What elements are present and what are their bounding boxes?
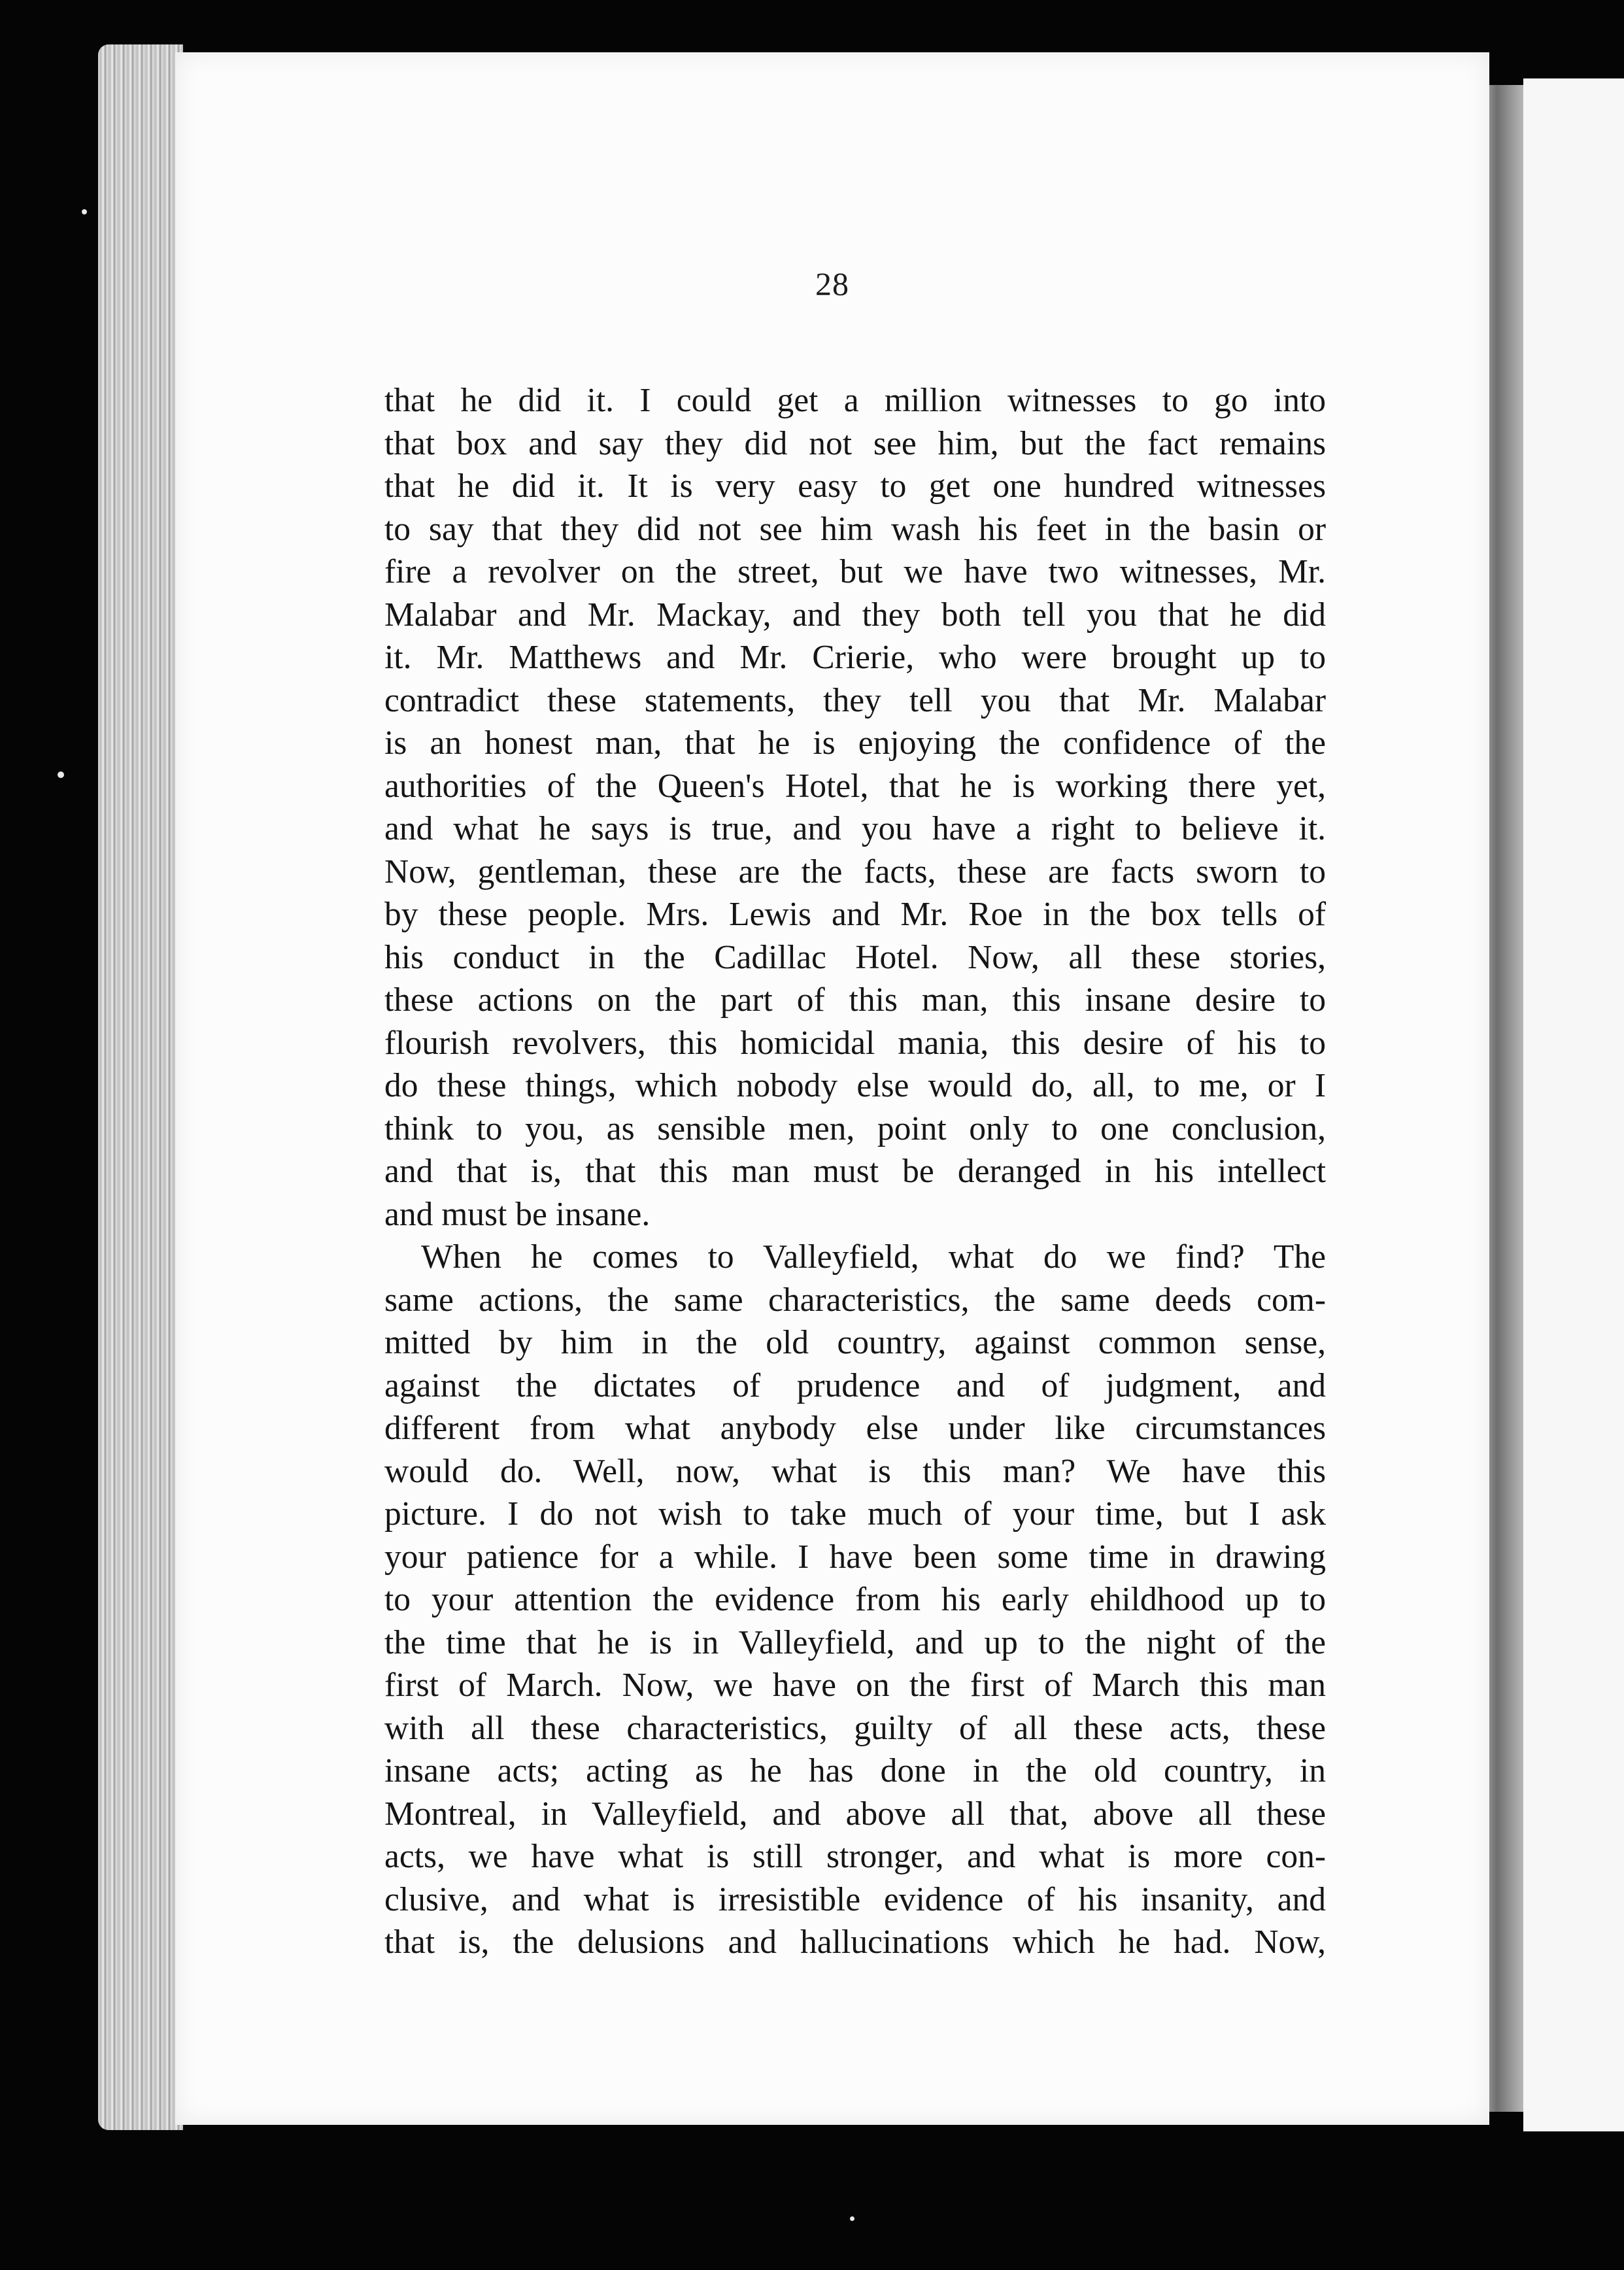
text-line: is an honest man, that he is enjoying the confidence of the — [384, 724, 1326, 762]
text-line: mitted by him in the old country, against common sense, — [384, 1324, 1326, 1361]
text-line: acts, we have what is still stronger, and what is more con- — [384, 1838, 1326, 1875]
paragraph-1 — [384, 379, 1326, 1236]
text-line: When he comes to Valleyfield, what do we find? The — [421, 1238, 1326, 1276]
text-line: authorities of the Queen's Hotel, that he is working there yet, — [384, 767, 1326, 805]
scan-speck — [58, 771, 64, 778]
text-line: that he did it. I could get a million witnesses to go into — [384, 382, 1326, 419]
text-line: and must be insane. — [384, 1195, 651, 1233]
text-line: same actions, the same characteristics, the same deeds com- — [384, 1281, 1326, 1319]
text-line: with all these characteristics, guilty of all these acts, these — [384, 1709, 1326, 1747]
text-line: that he did it. It is very easy to get one hundred witnesses — [384, 467, 1326, 505]
text-line: your patience for a while. I have been some time in drawing — [384, 1538, 1326, 1576]
text-line: contradict these statements, they tell you that Mr. Malabar — [384, 681, 1326, 719]
scan-speck — [82, 209, 87, 214]
text-line: and that is, that this man must be deranged in his intellect — [384, 1153, 1326, 1190]
text-line: would do. Well, now, what is this man? We have this — [384, 1452, 1326, 1490]
text-line: and what he says is true, and you have a right to believe it. — [384, 810, 1326, 847]
text-line: fire a revolver on the street, but we have two witnesses, Mr. — [384, 553, 1326, 590]
text-line: that is, the delusions and hallucinations which he had. Now, — [384, 1923, 1326, 1961]
text-line: clusive, and what is irresistible evidence of his insanity, and — [384, 1880, 1326, 1918]
text-line: different from what anybody else under like circumstances — [384, 1410, 1326, 1447]
text-line: first of March. Now, we have on the first of March this man — [384, 1667, 1326, 1704]
scan-speck — [850, 2216, 854, 2221]
text-line: it. Mr. Matthews and Mr. Crierie, who were brought up to — [384, 639, 1326, 676]
text-line: think to you, as sensible men, point only to one conclusion, — [384, 1110, 1326, 1147]
text-line: do these things, which nobody else would do, all, to me, or I — [384, 1067, 1326, 1104]
text-line: insane acts; acting as he has done in the old country, in — [384, 1752, 1326, 1789]
text-line: to say that they did not see him wash his feet in the basin or — [384, 510, 1326, 548]
text-line: flourish revolvers, this homicidal mania, this desire of his to — [384, 1024, 1326, 1062]
text-line: by these people. Mrs. Lewis and Mr. Roe in the box tells of — [384, 896, 1326, 933]
paragraph-2 — [384, 1236, 1326, 1964]
text-line: Malabar and Mr. Mackay, and they both tell you that he did — [384, 596, 1326, 634]
page-body-text — [384, 379, 1326, 1964]
text-line: these actions on the part of this man, this insane desire to — [384, 981, 1326, 1019]
adjacent-page — [1523, 78, 1624, 2131]
book-page-edges — [98, 44, 183, 2130]
text-line: Now, gentleman, these are the facts, these are facts sworn to — [384, 853, 1326, 890]
text-line: that box and say they did not see him, but the fact remains — [384, 424, 1326, 462]
page-number: 28 — [815, 265, 849, 302]
book-page — [175, 52, 1489, 2125]
text-line: Montreal, in Valleyfield, and above all that, above all these — [384, 1795, 1326, 1833]
text-line: against the dictates of prudence and of judgment, and — [384, 1366, 1326, 1404]
text-line: his conduct in the Cadillac Hotel. Now, all these stories, — [384, 938, 1326, 976]
text-line: the time that he is in Valleyfield, and up to the night of the — [384, 1623, 1326, 1661]
text-line: to your attention the evidence from his early ehildhood up to — [384, 1581, 1326, 1618]
text-line: picture. I do not wish to take much of your time, but I ask — [384, 1495, 1326, 1533]
